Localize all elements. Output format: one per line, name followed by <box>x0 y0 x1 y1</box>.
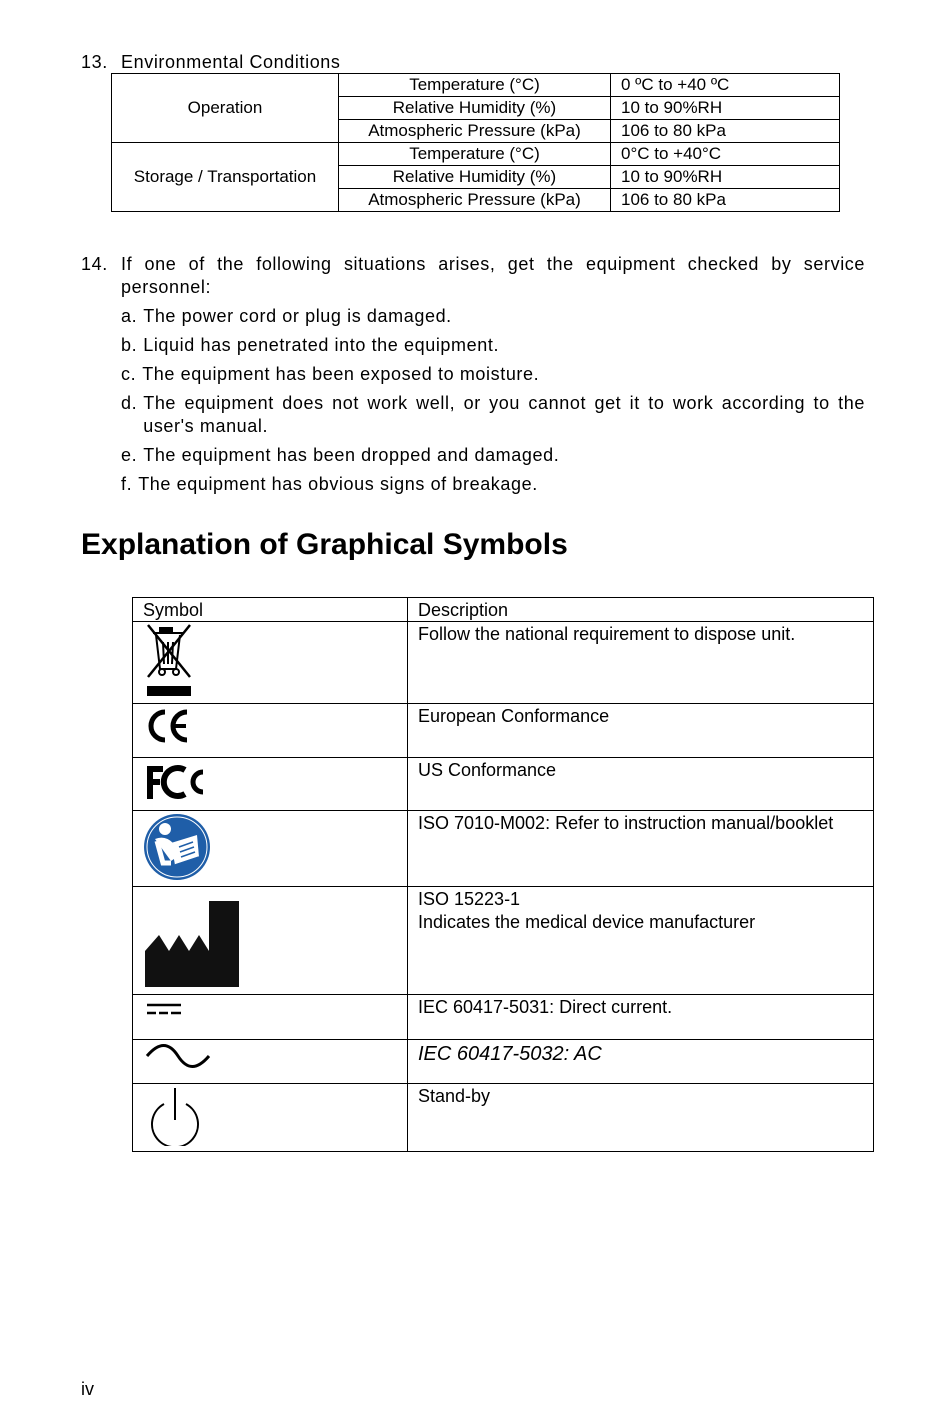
direct-current-icon <box>147 1001 407 1022</box>
symbol-cell <box>133 758 408 811</box>
header-description-label: Description <box>418 600 509 620</box>
symbol-cell <box>133 1040 408 1084</box>
description-text: European Conformance <box>418 706 610 726</box>
table-row <box>112 74 840 97</box>
alternating-current-icon <box>145 1044 407 1073</box>
symbol-cell <box>133 1084 408 1152</box>
list-text: Liquid has penetrated into the equipment. <box>143 335 500 355</box>
header-symbol <box>133 598 408 622</box>
description-cell <box>408 887 874 995</box>
description-text: IEC 60417-5032: AC <box>418 1043 602 1065</box>
symbols-table <box>132 597 874 1152</box>
list-marker: d. <box>121 393 138 413</box>
group-operation: Operation <box>112 74 339 143</box>
description-text-secondary: Indicates the medical device manufacturer <box>418 912 756 932</box>
param-cell: Temperature (°C) <box>339 143 611 166</box>
value-cell: 106 to 80 kPa <box>611 120 840 143</box>
list-item <box>121 334 865 357</box>
ce-mark-icon <box>147 708 407 749</box>
section-14-number: 14. <box>81 254 108 274</box>
list-text: The equipment has obvious signs of breakage. <box>138 474 538 494</box>
section-13-heading <box>81 52 341 73</box>
table-row <box>112 143 840 166</box>
list-item <box>121 392 865 438</box>
value-cell: 0 ºC to +40 ºC <box>611 74 840 97</box>
section-14 <box>81 253 865 496</box>
section-13-number: 13. <box>81 52 108 72</box>
symbol-cell <box>133 704 408 758</box>
description-cell <box>408 1040 874 1084</box>
environmental-conditions-table <box>111 73 840 212</box>
manufacturer-icon <box>144 899 407 994</box>
weee-bin-icon <box>145 622 407 703</box>
fcc-mark-icon <box>145 762 407 807</box>
list-marker: f. <box>121 474 133 494</box>
group-storage-transportation: Storage / Transportation <box>112 143 339 212</box>
list-marker: c. <box>121 364 137 384</box>
table-header-row <box>133 598 874 622</box>
section-13-title: Environmental Conditions <box>121 52 341 72</box>
table-row <box>133 758 874 811</box>
description-cell <box>408 995 874 1040</box>
param-cell: Temperature (°C) <box>339 74 611 97</box>
param-cell: Relative Humidity (%) <box>339 97 611 120</box>
list-item <box>121 305 865 328</box>
symbol-cell <box>133 887 408 995</box>
table-row <box>133 1040 874 1084</box>
list-item <box>121 363 865 386</box>
header-symbol-label: Symbol <box>143 600 204 620</box>
description-text: ISO 15223-1 <box>418 889 521 909</box>
description-text: Stand-by <box>418 1086 491 1106</box>
symbols-heading: Explanation of Graphical Symbols <box>81 528 568 561</box>
table-row <box>133 1084 874 1152</box>
table-row <box>133 622 874 704</box>
description-cell <box>408 758 874 811</box>
description-text: Follow the national requirement to dispose unit. <box>418 624 796 644</box>
table-row <box>133 811 874 887</box>
list-marker: e. <box>121 445 138 465</box>
param-cell: Atmospheric Pressure (kPa) <box>339 189 611 212</box>
situation-list <box>121 305 865 496</box>
description-cell <box>408 704 874 758</box>
table-row <box>133 704 874 758</box>
value-cell: 0°C to +40°C <box>611 143 840 166</box>
description-cell <box>408 1084 874 1152</box>
description-cell <box>408 811 874 887</box>
value-cell: 10 to 90%RH <box>611 97 840 120</box>
table-row <box>133 995 874 1040</box>
list-marker: b. <box>121 335 138 355</box>
list-text: The equipment has been exposed to moisture. <box>142 364 540 384</box>
symbol-cell <box>133 995 408 1040</box>
symbol-cell <box>133 622 408 704</box>
page-number: iv <box>81 1379 94 1399</box>
list-text: The equipment has been dropped and damaged. <box>143 445 560 465</box>
description-text: IEC 60417-5031: Direct current. <box>418 997 673 1017</box>
list-text: The power cord or plug is damaged. <box>143 306 452 326</box>
list-marker: a. <box>121 306 138 326</box>
description-text: ISO 7010-M002: Refer to instruction manual/booklet <box>418 813 834 833</box>
symbol-cell <box>133 811 408 887</box>
list-text: The equipment does not work well, or you cannot get it to work according to the user's manual. <box>143 393 865 436</box>
list-item <box>121 444 865 467</box>
description-text: US Conformance <box>418 760 557 780</box>
read-manual-icon <box>143 813 407 886</box>
table-row <box>133 887 874 995</box>
value-cell: 10 to 90%RH <box>611 166 840 189</box>
header-description <box>408 598 874 622</box>
list-item <box>121 473 865 496</box>
description-cell <box>408 622 874 704</box>
section-14-intro: If one of the following situations arises, get the equipment checked by service personnel: <box>121 254 865 297</box>
param-cell: Atmospheric Pressure (kPa) <box>339 120 611 143</box>
value-cell: 106 to 80 kPa <box>611 189 840 212</box>
param-cell: Relative Humidity (%) <box>339 166 611 189</box>
standby-icon <box>147 1086 407 1151</box>
